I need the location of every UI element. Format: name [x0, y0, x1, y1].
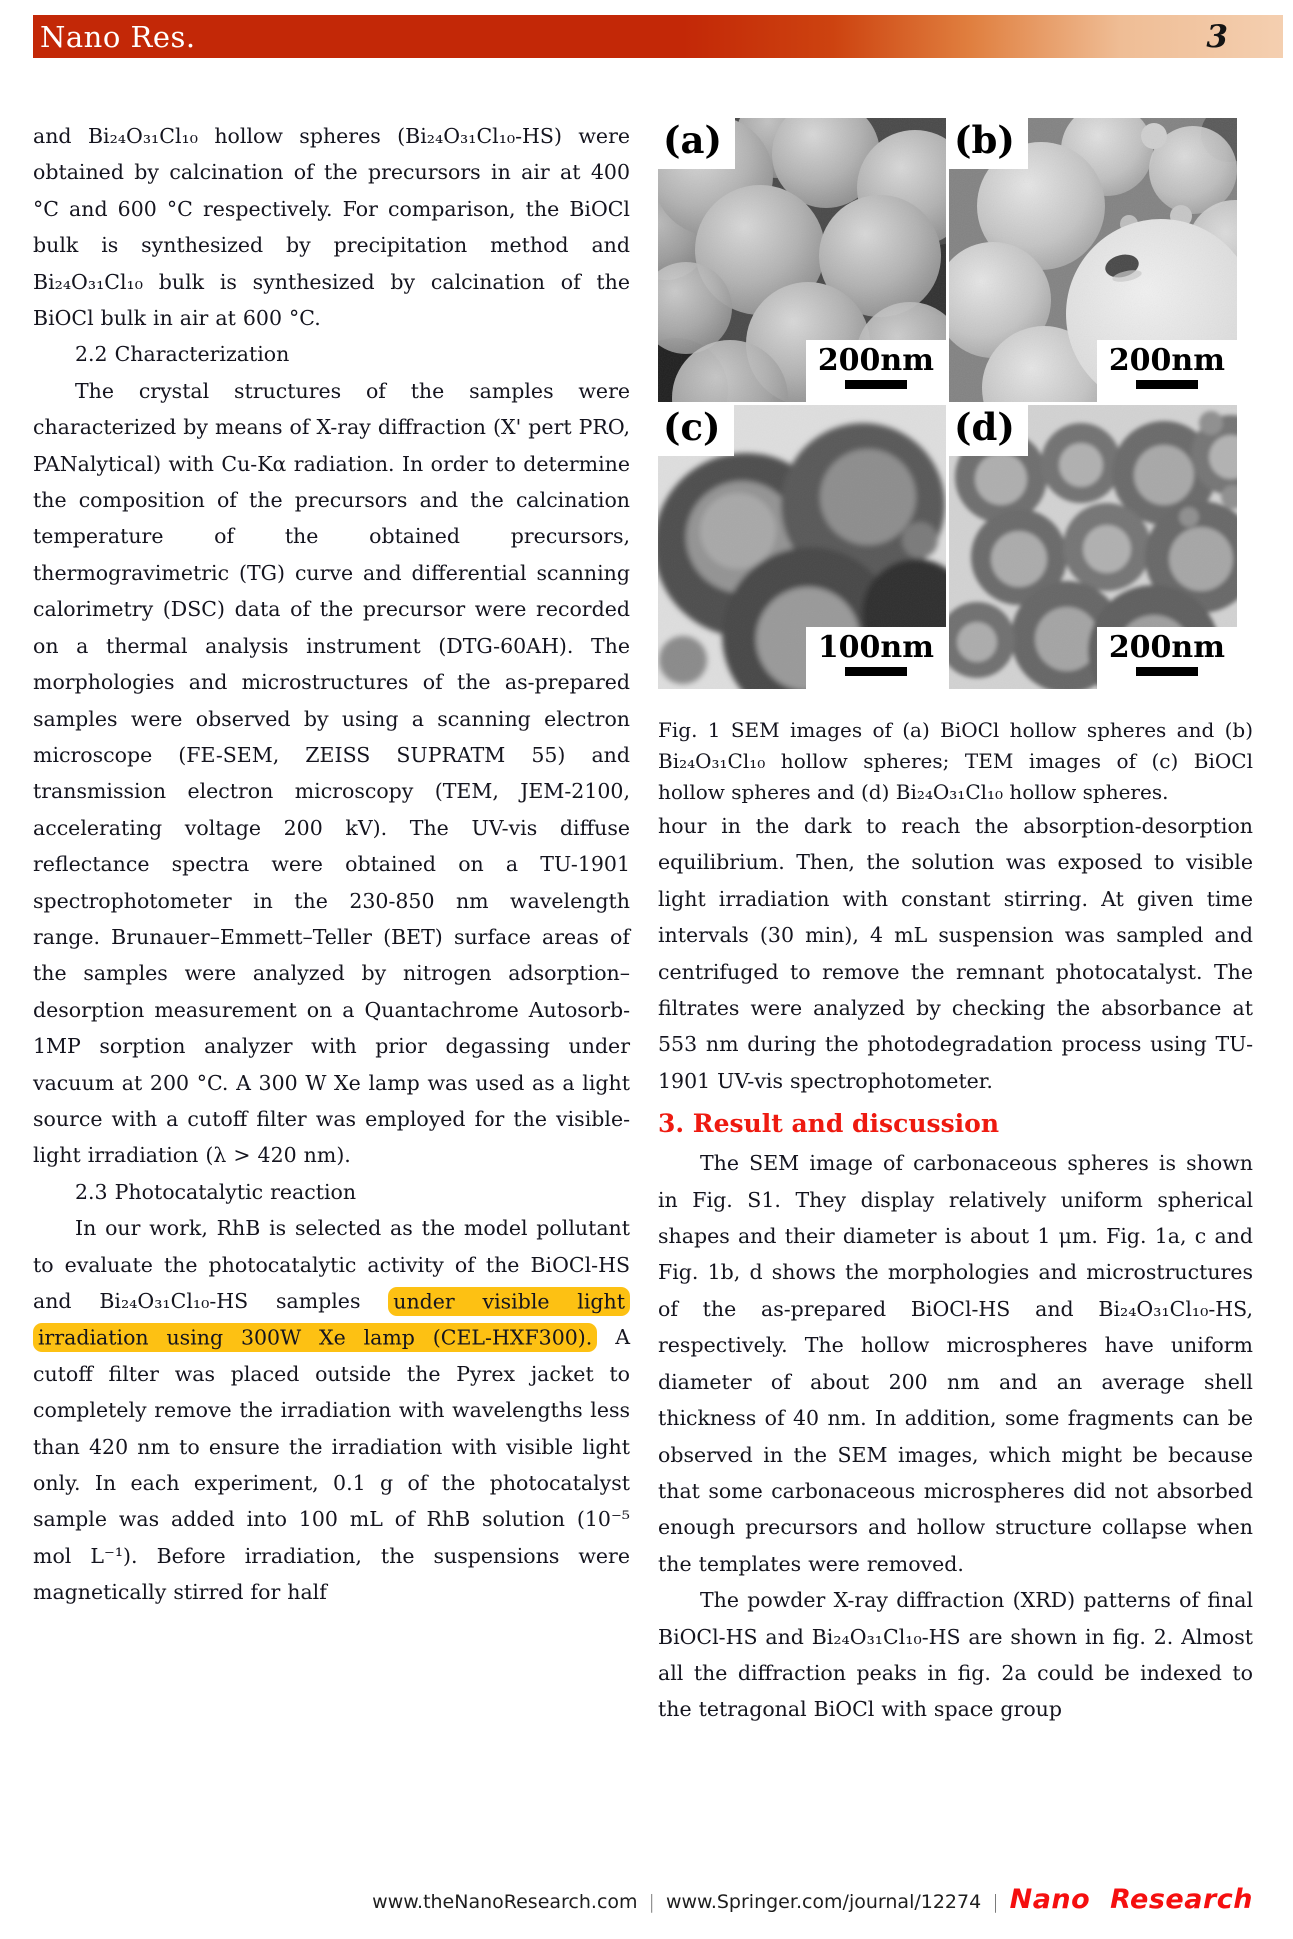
scale-bar-d — [1097, 627, 1237, 690]
paragraph-photocatalytic — [33, 1210, 630, 1610]
footer — [372, 1884, 1253, 1915]
page-number: 3 — [1206, 18, 1228, 55]
scale-bar-c-text: 100nm — [817, 629, 934, 665]
paragraph-synthesis: and Bi₂₄O₃₁Cl₁₀ hollow spheres (Bi₂₄O₃₁Cl₁₀-HS) were obtained by calcination of the precursors in air at 400 °C and 600 °C respectively. For comparison, the BiOCl bulk is synthesized by precipitation method and Bi₂₄O₃₁Cl₁₀ bulk is synthesized by calcination of the BiOCl bulk in air at 600 °C. — [33, 124, 630, 331]
figure-1-caption: Fig. 1 SEM images of (a) BiOCl hollow spheres and (b) Bi₂₄O₃₁Cl₁₀ hollow spheres; TEM images of (c) BiOCl hollow spheres and (d) Bi₂₄O₃₁Cl₁₀ hollow spheres. — [658, 718, 1253, 804]
scale-bar-a-line — [845, 380, 907, 389]
tem-panel-d — [949, 405, 1237, 689]
tem-panel-c — [658, 405, 946, 689]
journal-abbrev: Nano Res. — [40, 19, 196, 54]
paragraph-photocatalytic-before: In our work, RhB is selected as the model pollutant to evaluate the photocatalytic activity of the BiOCl-HS and Bi₂₄O₃₁Cl₁₀-HS samples — [33, 1216, 630, 1313]
paragraph-xrd-results: The powder X-ray diffraction (XRD) patterns of final BiOCl-HS and Bi₂₄O₃₁Cl₁₀-HS are shown in fig. 2. Almost all the diffraction peaks in fig. 2a could be indexed to the tetragonal BiOCl with space group — [658, 1588, 1253, 1722]
paragraph-photocatalytic-after: A cutoff filter was placed outside the Pyrex jacket to completely remove the irradiation with wavelengths less than 420 nm to ensure the irradiation with visible light only. In each experiment, 0.1 g of the photocatalyst sample was added into 100 mL of RhB solution (10⁻⁵ mol L⁻¹). Before irradiation, the suspensions were magnetically stirred for half — [33, 1325, 630, 1605]
scale-bar-a-text: 200nm — [817, 342, 934, 378]
paragraph-photodegradation: hour in the dark to reach the absorption-desorption equilibrium. Then, the solution was exposed to visible light irradiation with constant stirring. At given time intervals (30 min), 4 mL suspension was sampled and centrifuged to remove the remnant photocatalyst. The filtrates were analyzed by checking the absorbance at 553 nm during the photodegradation process using TU-1901 UV-vis spectrophotometer. — [658, 814, 1253, 1093]
footer-brand-logo: Nano Research — [1009, 1884, 1253, 1915]
sem-panel-b — [949, 118, 1237, 402]
panel-label-d: (d) — [949, 405, 1028, 456]
footer-journal-url: www.Springer.com/journal/12274 — [665, 1891, 982, 1913]
panel-label-a: (a) — [658, 118, 735, 169]
footer-separator-1: | — [648, 1891, 655, 1913]
scale-bar-d-text: 200nm — [1108, 629, 1225, 665]
section-heading-2-3: 2.3 Photocatalytic reaction — [75, 1179, 357, 1204]
header-bar — [33, 15, 1283, 58]
figure-1 — [658, 118, 1237, 689]
scale-bar-c-line — [845, 667, 907, 676]
panel-label-c: (c) — [658, 405, 734, 456]
scale-bar-d-line — [1136, 667, 1198, 676]
paragraph-sem-results: The SEM image of carbonaceous spheres is shown in Fig. S1. They display relatively uniform spherical shapes and their diameter is about 1 μm. Fig. 1a, c and Fig. 1b, d shows the morphologies and microstructures of the as-prepared BiOCl-HS and Bi₂₄O₃₁Cl₁₀-HS, respectively. The hollow microspheres have uniform diameter of about 200 nm and an average shell thickness of 40 nm. In addition, some fragments can be observed in the SEM images, which might be because that some carbonaceous microspheres did not absorbed enough precursors and hollow structure collapse when the templates were removed. — [658, 1151, 1253, 1576]
scale-bar-a — [806, 340, 946, 403]
footer-site-url: www.theNanoResearch.com — [372, 1891, 638, 1913]
section-heading-2-2: 2.2 Characterization — [75, 342, 290, 367]
footer-separator-2: | — [992, 1891, 999, 1913]
scale-bar-b-line — [1136, 380, 1198, 389]
highlighted-text: under visible light irradiation using 300W Xe lamp (CEL-HXF300). — [33, 1287, 630, 1352]
scale-bar-c — [806, 627, 946, 690]
panel-label-b: (b) — [949, 118, 1028, 169]
scale-bar-b — [1097, 340, 1237, 403]
scale-bar-b-text: 200nm — [1108, 342, 1225, 378]
paragraph-characterization: The crystal structures of the samples were characterized by means of X-ray diffraction (X' pert PRO, PANalytical) with Cu-Kα radiation. In order to determine the composition of the precursors and the calcination temperature of the obtained precursors, thermogravimetric (TG) curve and differential scanning calorimetry (DSC) data of the precursor were recorded on a thermal analysis instrument (DTG-60AH). The morphologies and microstructures of the as-prepared samples were observed by using a scanning electron microscope (FE-SEM, ZEISS SUPRATM 55) and transmission electron microscopy (TEM, JEM-2100, accelerating voltage 200 kV). The UV-vis diffuse reflectance spectra were obtained on a TU-1901 spectrophotometer in the 230-850 nm wavelength range. Brunauer–Emmett–Teller (BET) surface areas of the samples were analyzed by nitrogen adsorption–desorption measurement on a Quantachrome Autosorb-1MP sorption analyzer with prior degassing under vacuum at 200 °C. A 300 W Xe lamp was used as a light source with a cutoff filter was employed for the visible-light irradiation (λ > 420 nm). — [33, 378, 630, 1168]
left-column — [33, 118, 630, 1611]
section-heading-3: 3. Result and discussion — [658, 1109, 999, 1139]
sem-panel-a — [658, 118, 946, 402]
right-column — [658, 118, 1253, 1728]
